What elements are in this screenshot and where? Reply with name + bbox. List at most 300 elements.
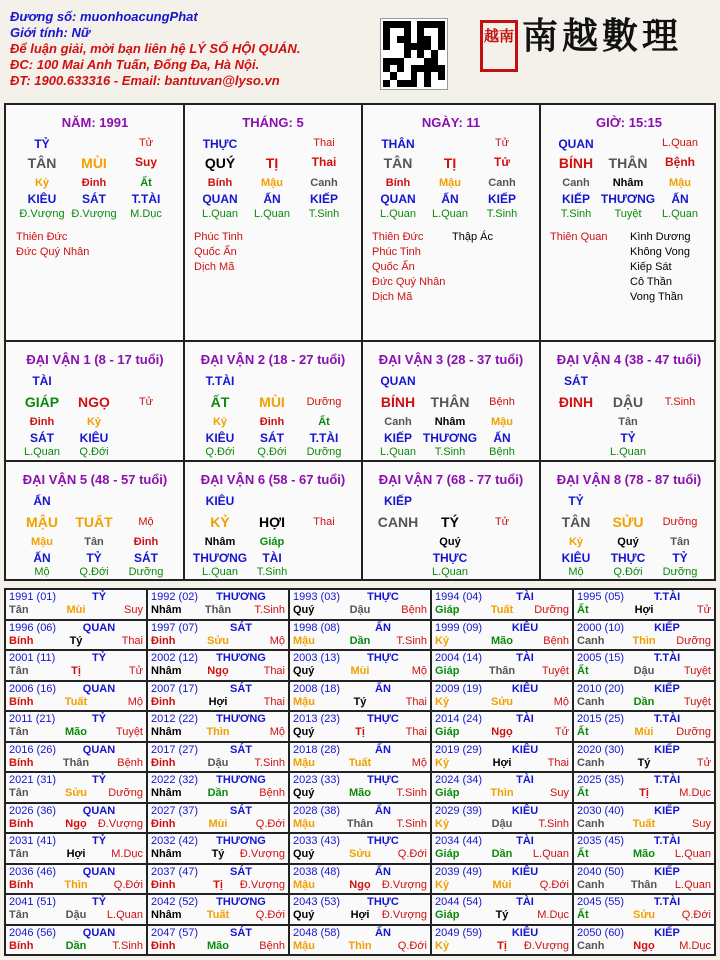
year-c: Kỷ: [435, 634, 450, 647]
year-a: 2017 (27): [151, 743, 199, 756]
year-e: Đ.Vượng: [381, 909, 427, 921]
year-e: Q.Đới: [113, 878, 143, 891]
daivan-h1: Tân: [84, 536, 104, 548]
year-a: 2008 (18): [293, 682, 341, 695]
year-a: 2003 (13): [293, 652, 341, 664]
year-a: 2020 (30): [577, 743, 625, 756]
year-a: 2002 (12): [151, 652, 199, 664]
year-d: Thìn: [348, 939, 372, 952]
daivan-h1: Nhâm: [434, 416, 466, 428]
year-e: Đ.Vượng: [523, 939, 569, 952]
year-c: Mậu: [293, 634, 315, 647]
year-e: Tuyệt: [115, 726, 143, 738]
daivan-h2: TỶ: [620, 431, 636, 445]
daivan-god: QUAN: [380, 374, 416, 388]
year-c: Bính: [9, 695, 34, 708]
year-c: Đinh: [151, 695, 176, 708]
year-c: Nhâm: [151, 726, 182, 738]
shensha-item: Đức Quý Nhân: [16, 246, 90, 258]
year-cell: [290, 773, 430, 802]
year-cell: [6, 590, 146, 619]
year-b: T.TÀI: [653, 652, 681, 664]
pillar-h1: Bính: [385, 177, 411, 189]
year-a: 2042 (52): [151, 896, 199, 908]
shensha-item: Đức Quý Nhân: [372, 276, 446, 288]
year-c: Tân: [9, 848, 29, 860]
year-e: L.Quan: [106, 909, 143, 921]
daivan-h1: Đinh: [133, 536, 159, 548]
year-c: Giáp: [435, 604, 460, 616]
daivan-title: ĐẠI VẬN 5 (48 - 57 tuổi): [22, 472, 168, 487]
year-a: 2049 (59): [435, 926, 483, 939]
pillar-h1: Canh: [310, 177, 338, 189]
year-cell: [6, 621, 146, 650]
shensha-item: Phúc Tinh: [194, 231, 243, 243]
daivan-god: KIÊU: [205, 494, 235, 508]
year-d: Tuất: [348, 756, 372, 769]
pillar-h1: Mậu: [261, 177, 283, 189]
year-cell: [574, 651, 714, 680]
year-cell: [148, 926, 288, 955]
daivan-h2: KIẾP: [383, 431, 412, 445]
year-c: Giáp: [435, 665, 460, 677]
year-e: Thai: [405, 695, 427, 708]
daivan-h2: SÁT: [260, 431, 284, 445]
year-c: Canh: [577, 634, 605, 647]
year-d: Mùi: [66, 604, 86, 616]
year-c: Ất: [577, 726, 589, 738]
year-b: ẤN: [375, 621, 391, 634]
year-b: T.TÀI: [653, 896, 681, 908]
year-cell: [432, 834, 572, 863]
daivan-god: TỶ: [568, 494, 584, 508]
year-c: Mậu: [293, 878, 315, 891]
daivan-h3: L.Quan: [379, 446, 417, 458]
daivan-h1: Tân: [670, 536, 690, 548]
year-cell: [148, 621, 288, 650]
year-e: Bệnh: [543, 634, 569, 647]
year-b: KIÊU: [511, 743, 539, 756]
year-a: 2014 (24): [435, 713, 483, 725]
year-c: Bính: [9, 939, 34, 952]
year-cell: [148, 590, 288, 619]
year-a: 2025 (35): [577, 774, 625, 786]
year-e: Đ.Vượng: [381, 878, 427, 891]
pillar-h1: Ất: [140, 177, 152, 189]
year-d: Thân: [488, 665, 516, 677]
daivan-h2: ẤN: [33, 551, 51, 565]
year-e: Đ.Vượng: [239, 848, 285, 860]
year-b: KIẾP: [654, 804, 680, 817]
daivan-stage: Bệnh: [489, 396, 515, 408]
year-cell: [574, 773, 714, 802]
year-e: Dưỡng: [676, 726, 711, 738]
year-b: SÁT: [230, 926, 252, 939]
year-cell: [574, 590, 714, 619]
daivan-h3: L.Quan: [609, 446, 647, 458]
year-c: Quý: [293, 665, 315, 677]
daivan-h2: KIÊU: [561, 551, 591, 565]
shensha-item: Thiên Đức: [16, 231, 68, 243]
year-d: Tị: [639, 787, 649, 799]
year-b: TỶ: [91, 652, 107, 664]
year-cell: [290, 834, 430, 863]
year-b: THỰC: [367, 835, 399, 847]
daivan-h1: Nhâm: [204, 536, 236, 548]
year-e: Q.Đới: [255, 909, 285, 921]
daivan-branch: HỢI: [259, 514, 285, 530]
year-a: 1998 (08): [293, 621, 341, 634]
daivan-h3: Bệnh: [489, 446, 515, 458]
year-a: 2036 (46): [9, 865, 57, 878]
daivan-h2: SÁT: [134, 551, 158, 565]
daivan-h3: Q.Đới: [205, 446, 235, 458]
year-a: 2007 (17): [151, 682, 199, 695]
year-b: QUAN: [82, 682, 116, 695]
year-c: Giáp: [435, 726, 460, 738]
year-d: Dậu: [349, 604, 371, 616]
year-e: Dưỡng: [676, 634, 711, 647]
year-c: Tân: [9, 604, 29, 616]
daivan-title: ĐẠI VẬN 3 (28 - 37 tuổi): [378, 352, 524, 367]
year-d: Tị: [71, 665, 81, 677]
year-b: THỰC: [367, 652, 399, 664]
daivan-title: ĐẠI VẬN 6 (58 - 67 tuổi): [200, 472, 346, 487]
year-cell: [6, 834, 146, 863]
year-a: 2012 (22): [151, 713, 199, 725]
year-c: Ất: [577, 909, 589, 921]
daivan-h3: T.Sinh: [256, 566, 288, 578]
year-e: T.Sinh: [254, 756, 285, 769]
year-e: Tuyệt: [541, 665, 569, 677]
year-cell: [290, 865, 430, 894]
year-e: M.Dục: [679, 787, 711, 799]
year-d: Mão: [491, 634, 513, 647]
brand-logo: 南越數理: [522, 15, 683, 57]
pillar-top: QUAN: [558, 137, 594, 151]
year-a: 2024 (34): [435, 774, 483, 786]
year-b: TÀI: [516, 713, 534, 725]
pillar-mid: Thai: [311, 155, 337, 169]
year-a: 1999 (09): [435, 621, 483, 634]
year-a: 2026 (36): [9, 804, 57, 817]
pillar-title: NĂM: 1991: [61, 115, 129, 130]
year-cell: [432, 926, 572, 955]
year-a: 2027 (37): [151, 804, 199, 817]
grid-line: [6, 340, 714, 342]
year-e: Thai: [263, 665, 285, 677]
pillar-h3: L.Quan: [253, 208, 291, 220]
pillar-h3: M.Dục: [130, 208, 162, 220]
year-e: L.Quan: [674, 848, 711, 860]
pillar-h2: QUAN: [202, 192, 238, 206]
daivan-h2: KIÊU: [79, 431, 109, 445]
pillar-mid: TỊ: [265, 155, 279, 171]
year-b: T.TÀI: [653, 713, 681, 725]
year-d: Mão: [207, 939, 229, 952]
year-d: Tuất: [64, 695, 88, 708]
year-e: M.Dục: [537, 909, 569, 921]
year-d: Sửu: [632, 909, 656, 921]
year-cell: [432, 590, 572, 619]
year-b: TỶ: [91, 835, 107, 847]
year-c: Canh: [577, 939, 605, 952]
year-d: Sửu: [64, 787, 88, 799]
daivan-h2: ẤN: [493, 431, 511, 445]
pillar-h3: L.Quan: [431, 208, 469, 220]
year-c: Mậu: [293, 695, 315, 708]
year-e: Mộ: [553, 695, 569, 708]
year-e: Mộ: [411, 756, 427, 769]
phone-email: ĐT: 1900.633316 - Email: bantuvan@lyso.vn: [10, 73, 280, 88]
year-b: TÀI: [516, 896, 534, 908]
daivan-h1: Kỷ: [212, 416, 228, 428]
year-b: KIÊU: [511, 865, 539, 878]
year-c: Quý: [293, 848, 315, 860]
year-c: Tân: [9, 665, 29, 677]
year-c: Mậu: [293, 939, 315, 952]
year-cell: [290, 743, 430, 772]
shensha-item: Kiếp Sát: [630, 261, 672, 273]
year-d: Ngọ: [65, 817, 87, 830]
daivan-h3: T.Sinh: [434, 446, 466, 458]
pillar-h1: Mậu: [439, 177, 461, 189]
year-b: ẤN: [375, 682, 391, 695]
year-d: Thìn: [632, 634, 656, 647]
year-e: Thai: [263, 695, 285, 708]
year-c: Quý: [293, 726, 315, 738]
pillar-h3: Đ.Vượng: [19, 208, 65, 220]
year-d: Tị: [355, 726, 365, 738]
year-c: Tân: [9, 909, 29, 921]
year-c: Nhâm: [151, 848, 182, 860]
year-d: Tý: [69, 634, 83, 647]
daivan-h2: TỶ: [86, 551, 102, 565]
year-cell: [148, 773, 288, 802]
daivan-h3: Mộ: [34, 566, 50, 578]
daivan-h3: Mộ: [568, 566, 584, 578]
pillar-mid: Bệnh: [665, 155, 695, 169]
daivan-h2: T.TÀI: [309, 431, 339, 445]
year-d: Hợi: [66, 848, 86, 860]
year-cell: [6, 926, 146, 955]
year-cell: [290, 804, 430, 833]
year-a: 1991 (01): [9, 591, 57, 603]
year-c: Canh: [577, 756, 605, 769]
year-a: 1996 (06): [9, 621, 57, 634]
year-e: T.Sinh: [396, 787, 427, 799]
year-c: Đinh: [151, 878, 176, 891]
shensha-item: Thập Ác: [452, 231, 493, 243]
year-b: KIẾP: [654, 926, 680, 939]
pillar-h2: SÁT: [82, 192, 106, 206]
grid-line: [183, 105, 185, 579]
year-e: Bệnh: [117, 756, 143, 769]
year-e: M.Dục: [111, 848, 143, 860]
daivan-h2: THỰC: [610, 551, 646, 565]
year-d: Sửu: [490, 695, 514, 708]
pillar-mid: Suy: [134, 155, 157, 169]
daivan-h3: L.Quan: [431, 566, 469, 578]
year-d: Hợi: [492, 756, 512, 769]
year-c: Kỷ: [435, 756, 450, 769]
year-c: Ất: [577, 665, 589, 677]
year-b: KIẾP: [654, 682, 680, 695]
year-e: Tử: [554, 726, 569, 738]
year-c: Giáp: [435, 787, 460, 799]
year-cell: [148, 651, 288, 680]
daivan-god: SÁT: [564, 374, 588, 388]
year-a: 2043 (53): [293, 896, 341, 908]
daivan-h1: Quý: [617, 536, 639, 548]
daivan-stage: Dưỡng: [306, 396, 342, 408]
year-b: QUAN: [82, 926, 116, 939]
daivan-h1: Canh: [384, 416, 412, 428]
year-cell: [574, 865, 714, 894]
pillar-h1: Đinh: [81, 177, 107, 189]
daivan-h2: THƯƠNG: [192, 551, 248, 565]
pillar-h2: THƯƠNG: [600, 192, 656, 206]
daivan-h1: Mậu: [31, 536, 53, 548]
daivan-h1: Tân: [618, 416, 638, 428]
year-e: Suy: [550, 787, 569, 799]
year-a: 2037 (47): [151, 865, 199, 878]
year-c: Đinh: [151, 939, 176, 952]
daivan-branch: SỬU: [612, 514, 644, 530]
year-b: KIẾP: [654, 743, 680, 756]
pillar-h2: KIÊU: [27, 192, 57, 206]
shensha-item: Dịch Mã: [372, 291, 413, 303]
pillar-mid: TÂN: [27, 155, 57, 171]
year-e: Bệnh: [401, 604, 427, 616]
year-b: KIÊU: [511, 682, 539, 695]
year-c: Bính: [9, 756, 34, 769]
year-c: Ất: [577, 848, 589, 860]
year-a: 2035 (45): [577, 835, 625, 847]
year-a: 2000 (10): [577, 621, 625, 634]
pillar-title: GIỜ: 15:15: [595, 115, 662, 130]
year-c: Nhâm: [151, 665, 182, 677]
year-cell: [148, 712, 288, 741]
daivan-h3: Dưỡng: [128, 566, 164, 578]
year-a: 2031 (41): [9, 835, 57, 847]
year-e: Q.Đới: [397, 939, 427, 952]
daivan-h2: THỰC: [432, 551, 468, 565]
year-b: KIÊU: [511, 926, 539, 939]
year-c: Kỷ: [435, 878, 450, 891]
daivan-h3: Dưỡng: [662, 566, 698, 578]
year-b: TỶ: [91, 591, 107, 603]
year-e: T.Sinh: [396, 634, 427, 647]
year-a: 2019 (29): [435, 743, 483, 756]
pillar-h2: T.TÀI: [131, 192, 161, 206]
daivan-h1: Kỷ: [568, 536, 584, 548]
year-e: Q.Đới: [255, 817, 285, 830]
shensha-item: Kình Dương: [630, 231, 691, 243]
pillar-h3: L.Quan: [201, 208, 239, 220]
year-d: Tý: [637, 756, 651, 769]
pillar-mid: BÍNH: [558, 155, 594, 171]
daivan-h3: Q.Đới: [257, 446, 287, 458]
shensha-item: Dịch Mã: [194, 261, 235, 273]
qr-code-icon: [380, 18, 448, 90]
year-b: T.TÀI: [653, 591, 681, 603]
daivan-h1: Kỷ: [86, 416, 102, 428]
pillar-top: Tử: [494, 137, 510, 149]
pillar-h3: L.Quan: [661, 208, 699, 220]
year-c: Tân: [9, 787, 29, 799]
year-b: KIÊU: [511, 621, 539, 634]
year-b: TÀI: [516, 774, 534, 786]
pillar-top: THÂN: [381, 137, 415, 151]
shensha-item: Phúc Tinh: [372, 246, 421, 258]
year-b: KIẾP: [654, 621, 680, 634]
daivan-stem: KỶ: [210, 514, 230, 530]
year-a: 2005 (15): [577, 652, 625, 664]
year-d: Tý: [495, 909, 509, 921]
year-c: Canh: [577, 878, 605, 891]
year-d: Mão: [65, 726, 87, 738]
year-b: QUAN: [82, 865, 116, 878]
daivan-h2: TÀI: [262, 551, 282, 565]
daivan-stem: BÍNH: [380, 394, 416, 410]
year-a: 2023 (33): [293, 774, 341, 786]
pillar-top: Thai: [313, 137, 335, 149]
pillar-h1: Bính: [207, 177, 233, 189]
year-a: 2004 (14): [435, 652, 483, 664]
year-cell: [574, 895, 714, 924]
year-a: 2010 (20): [577, 682, 625, 695]
year-c: Bính: [9, 817, 34, 830]
year-b: TỶ: [91, 713, 107, 725]
year-a: 2016 (26): [9, 743, 57, 756]
year-a: 2048 (58): [293, 926, 341, 939]
pillar-top: L.Quan: [661, 137, 699, 149]
address: ĐC: 100 Mai Anh Tuấn, Đống Đa, Hà Nội.: [10, 57, 260, 72]
daivan-title: ĐẠI VẬN 2 (18 - 27 tuổi): [200, 352, 346, 367]
year-c: Nhâm: [151, 909, 182, 921]
year-b: TÀI: [516, 591, 534, 603]
daivan-stem: CANH: [377, 514, 419, 530]
grid-line: [6, 460, 714, 462]
year-b: KIẾP: [654, 865, 680, 878]
year-cell: [574, 743, 714, 772]
year-d: Ngọ: [207, 665, 229, 677]
year-b: QUAN: [82, 804, 116, 817]
pillar-h2: QUAN: [380, 192, 416, 206]
year-d: Hợi: [208, 695, 228, 708]
year-a: 2034 (44): [435, 835, 483, 847]
year-d: Dậu: [633, 665, 655, 677]
year-e: Đ.Vượng: [239, 878, 285, 891]
shensha-item: Quốc Ấn: [372, 261, 415, 273]
year-b: QUAN: [82, 743, 116, 756]
year-e: Mộ: [411, 665, 427, 677]
year-a: 2009 (19): [435, 682, 483, 695]
year-d: Dần: [349, 634, 371, 647]
daivan-h2: TỶ: [672, 551, 688, 565]
daivan-h1: Đinh: [29, 416, 55, 428]
shensha-item: Cô Thần: [630, 276, 672, 288]
year-b: THỰC: [367, 774, 399, 786]
header-info: [10, 9, 350, 89]
year-cell: [148, 865, 288, 894]
year-cell: [290, 621, 430, 650]
daivan-god: T.TÀI: [205, 374, 235, 388]
year-cell: [432, 682, 572, 711]
year-cell: [6, 682, 146, 711]
year-c: Nhâm: [151, 787, 182, 799]
